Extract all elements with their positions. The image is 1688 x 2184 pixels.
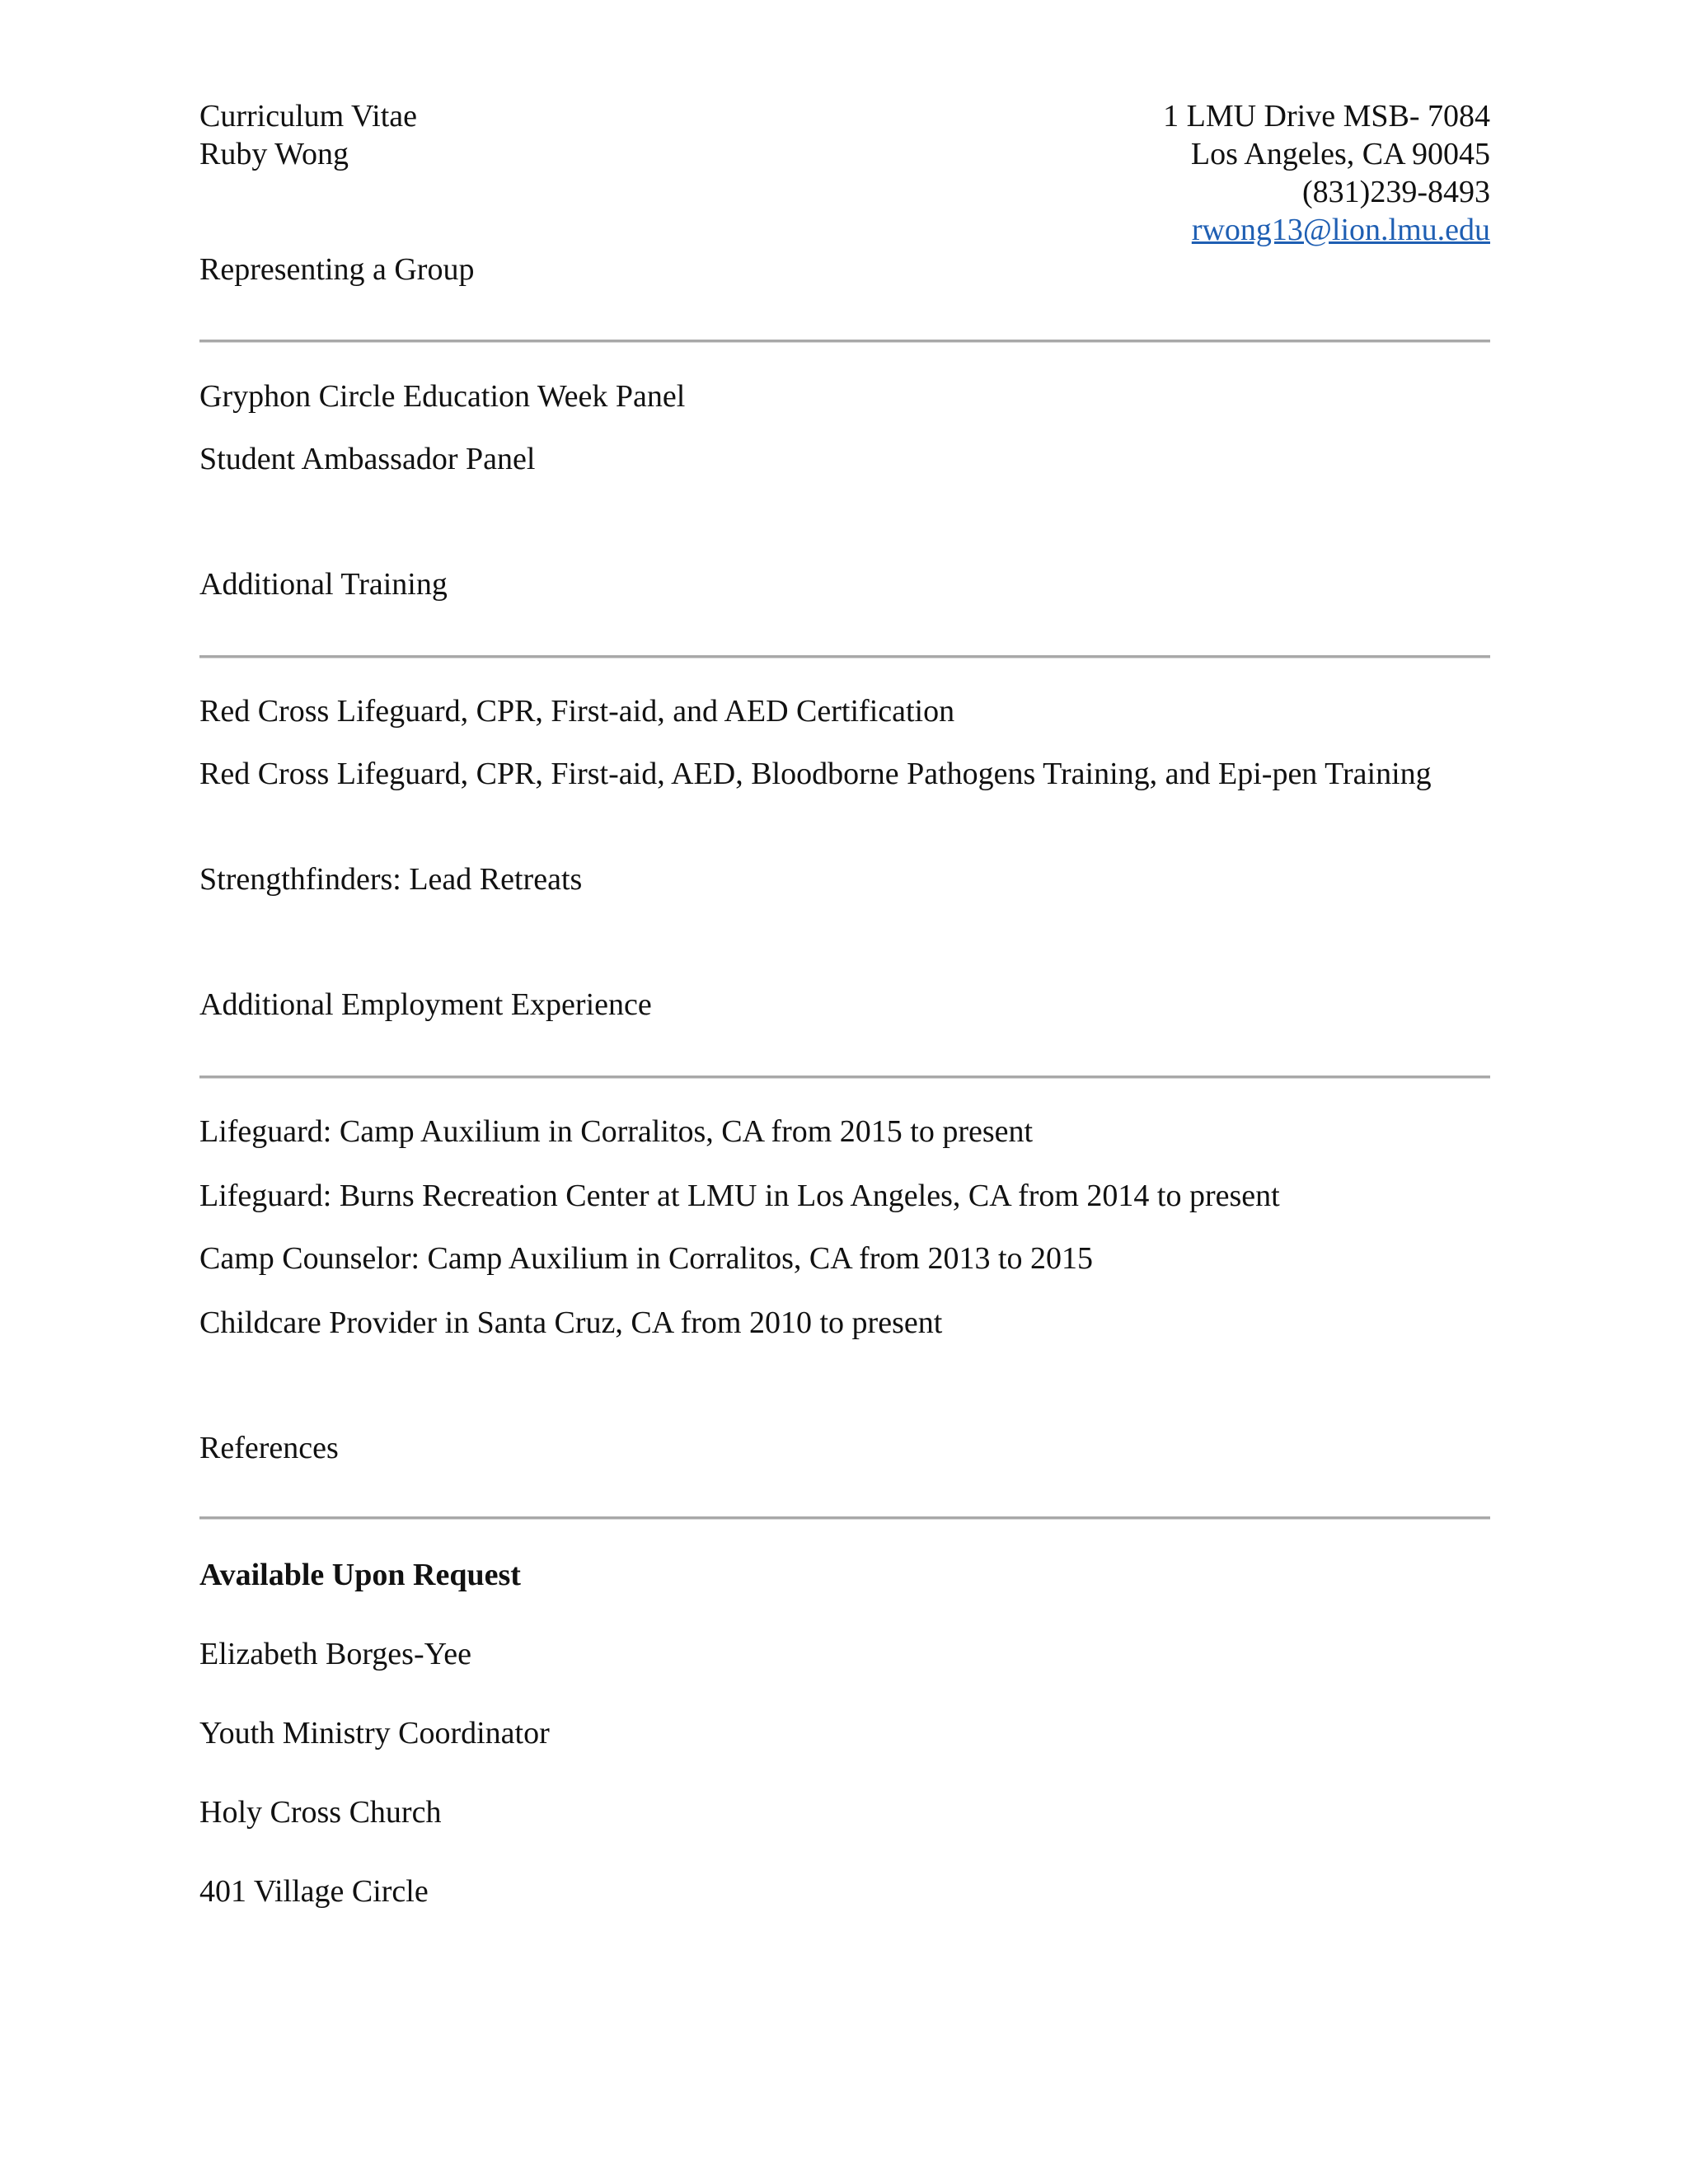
document-title: Curriculum Vitae [199,99,418,134]
reference-title: Youth Ministry Coordinator [199,1716,550,1750]
list-item: Lifeguard: Burns Recreation Center at LMU in Los Angeles, CA from 2014 to present [199,1179,1280,1213]
reference-address: 401 Village Circle [199,1874,429,1909]
section-heading-group: Representing a Group [199,252,475,287]
section-divider [199,340,1490,342]
phone-number: (831)239-8493 [1302,175,1490,209]
references-availability: Available Upon Request [199,1558,521,1592]
address-line-1: 1 LMU Drive MSB- 7084 [1163,99,1490,134]
list-item: Red Cross Lifeguard, CPR, First-aid, and AED Certification [199,694,955,729]
list-item: Childcare Provider in Santa Cruz, CA from 2010 to present [199,1305,943,1340]
list-item: Red Cross Lifeguard, CPR, First-aid, AED, Bloodborne Pathogens Training, and Epi-pen Training [199,757,1432,791]
section-divider [199,1076,1490,1078]
list-item: Camp Counselor: Camp Auxilium in Corralitos, CA from 2013 to 2015 [199,1241,1094,1276]
section-heading-references: References [199,1431,339,1465]
list-item: Student Ambassador Panel [199,442,536,476]
section-divider [199,1516,1490,1519]
section-heading-employment: Additional Employment Experience [199,987,652,1022]
address-line-2: Los Angeles, CA 90045 [1190,137,1490,171]
list-item: Lifeguard: Camp Auxilium in Corralitos, CA from 2015 to present [199,1114,1034,1149]
applicant-name: Ruby Wong [199,137,349,171]
reference-name: Elizabeth Borges-Yee [199,1637,471,1671]
reference-organization: Holy Cross Church [199,1795,442,1830]
email-link[interactable]: rwong13@lion.lmu.edu [1191,213,1490,247]
list-item: Strengthfinders: Lead Retreats [199,862,583,897]
section-divider [199,655,1490,658]
section-heading-training: Additional Training [199,567,448,602]
list-item: Gryphon Circle Education Week Panel [199,379,686,414]
